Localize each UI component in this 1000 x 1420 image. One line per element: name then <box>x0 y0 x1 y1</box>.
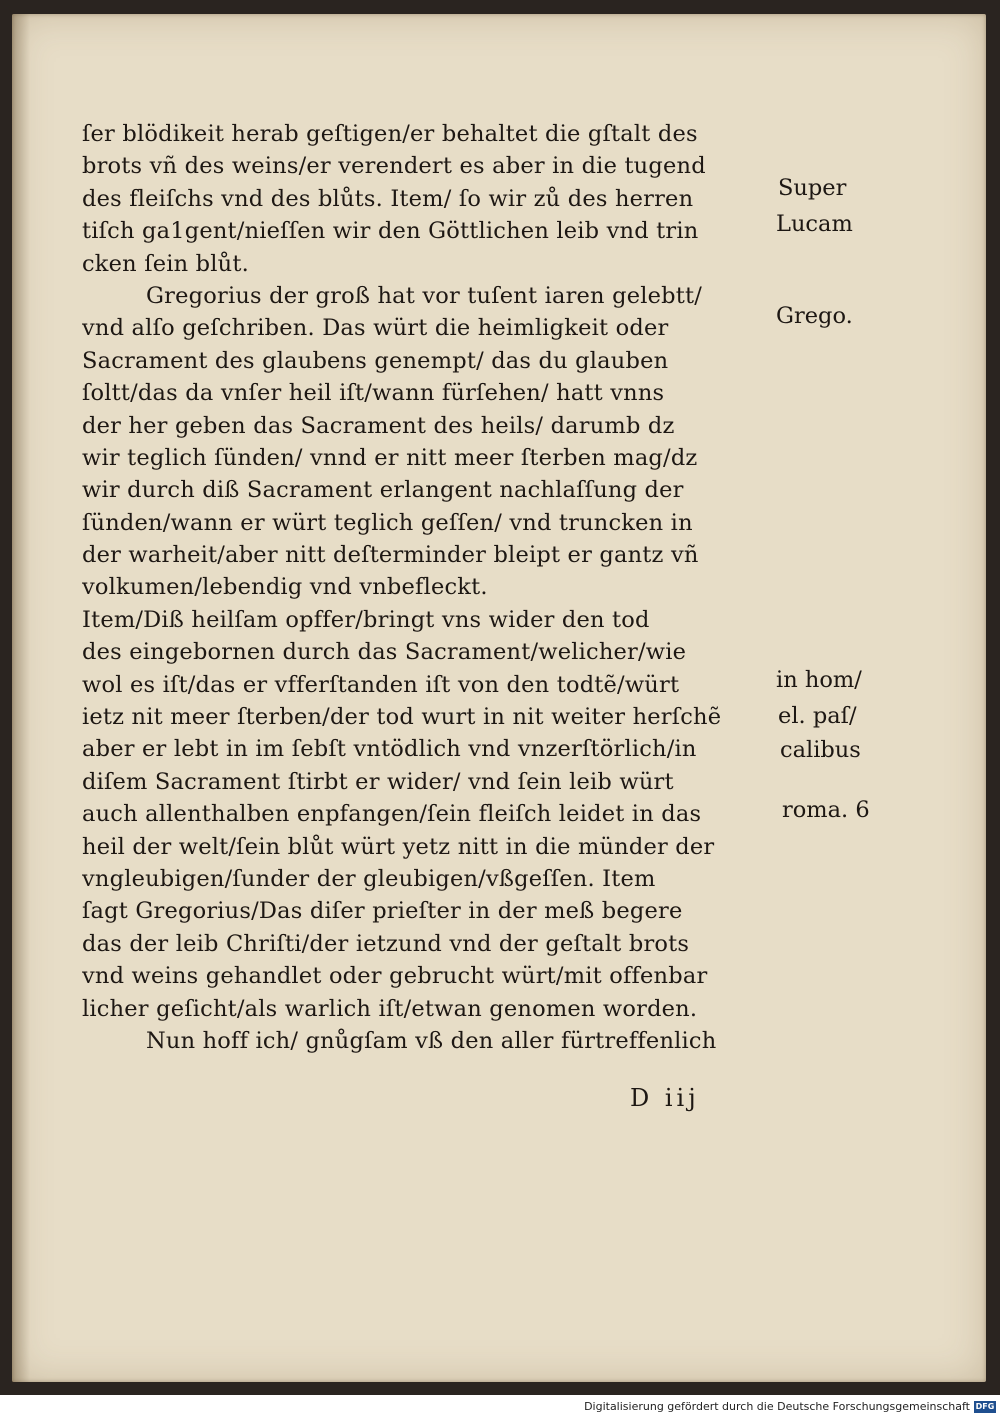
text-line-18: wol es iſt/das er vfferſtanden iſt von den todtẽ/würt <box>82 671 680 698</box>
text-line-2: brots vñ des weins/er verendert es aber in die tugend <box>82 153 706 180</box>
marginal-note-in-hom: in hom/ <box>776 667 862 693</box>
text-line-27: vnd weins gehandlet oder gebrucht würt/mit offenbar <box>82 963 708 990</box>
text-line-19: ietz nit meer ſterben/der tod wurt in nit weiter herſchẽ <box>82 704 722 731</box>
text-line-15: volkumen/lebendig vnd vnbefleckt. <box>82 574 488 601</box>
text-line-11: wir teglich ſünden/ vnnd er nitt meer ſterben mag/dz <box>82 444 698 471</box>
text-line-23: heil der welt/ſein blůt würt yetz nitt in die münder der <box>82 833 715 860</box>
text-line-9: ſoltt/das da vnſer heil iſt/wann fürſehen/ hatt vnns <box>82 380 665 407</box>
text-line-16: Item/Diß heilſam opffer/bringt vns wider den tod <box>82 606 650 633</box>
text-line-3: des fleiſchs vnd des blůts. Item/ ſo wir zů des herren <box>82 185 694 212</box>
text-line-7: vnd alſo geſchriben. Das würt die heimligkeit oder <box>82 315 669 342</box>
text-line-4: tiſch ga1gent/nieſſen wir den Göttlichen leib vnd trin <box>82 218 699 245</box>
marginal-note-calibus: calibus <box>780 737 861 763</box>
text-line-24: vngleubigen/ſunder der gleubigen/vßgeſſen. Item <box>82 865 656 892</box>
text-line-21: diſem Sacrament ſtirbt er wider/ vnd ſein leib würt <box>82 768 674 795</box>
marginal-note-grego: Grego. <box>776 303 853 329</box>
marginal-note-super: Super <box>778 175 847 201</box>
text-line-1: ſer blödikeit herab geſtigen/er behaltet die gſtalt des <box>82 121 698 147</box>
main-text-block <box>82 118 772 1057</box>
text-line-13: ſünden/wann er würt teglich geſſen/ vnd truncken in <box>82 509 693 536</box>
text-line-28: licher geſicht/als warlich iſt/etwan genomen worden. <box>82 995 698 1022</box>
text-line-6: Gregorius der groß hat vor tuſent iaren gelebtt/ <box>146 282 702 309</box>
text-line-14: der warheit/aber nitt deſterminder bleipt er gantz vñ <box>82 542 699 569</box>
text-line-25: ſagt Gregorius/Das diſer prieſter in der meß begere <box>82 898 683 925</box>
text-line-12: wir durch diß Sacrament erlangent nachlaſſung der <box>82 477 684 504</box>
text-line-17: des eingebornen durch das Sacrament/welicher/wie <box>82 639 687 666</box>
text-line-22: auch allenthalben enpfangen/ſein fleiſch leidet in das <box>82 801 702 828</box>
text-line-8: Sacrament des glaubens genempt/ das du glauben <box>82 347 669 374</box>
marginal-note-roma: roma. 6 <box>782 797 870 823</box>
text-line-26: das der leib Chriſti/der ietzund vnd der geſtalt brots <box>82 930 690 957</box>
dfg-logo-icon: DFG <box>975 1402 995 1411</box>
text-line-29: Nun hoff ich/ gnůgſam vß den aller fürtreffenlich <box>146 1027 717 1054</box>
funding-credit: Digitalisierung gefördert durch die Deutsche Forschungsgemeinschaft <box>584 1400 970 1413</box>
marginal-note-el-pas: el. paſ/ <box>778 703 857 729</box>
signature-mark: D iij <box>630 1084 700 1112</box>
marginal-note-lucam: Lucam <box>776 211 853 237</box>
text-line-5: cken ſein blůt. <box>82 250 249 277</box>
footer-bar <box>0 1395 1000 1420</box>
text-line-20: aber er lebt in im ſebſt vntödlich vnd vnzerſtörlich/in <box>82 736 697 763</box>
text-line-10: der her geben das Sacrament des heils/ darumb dz <box>82 412 675 439</box>
